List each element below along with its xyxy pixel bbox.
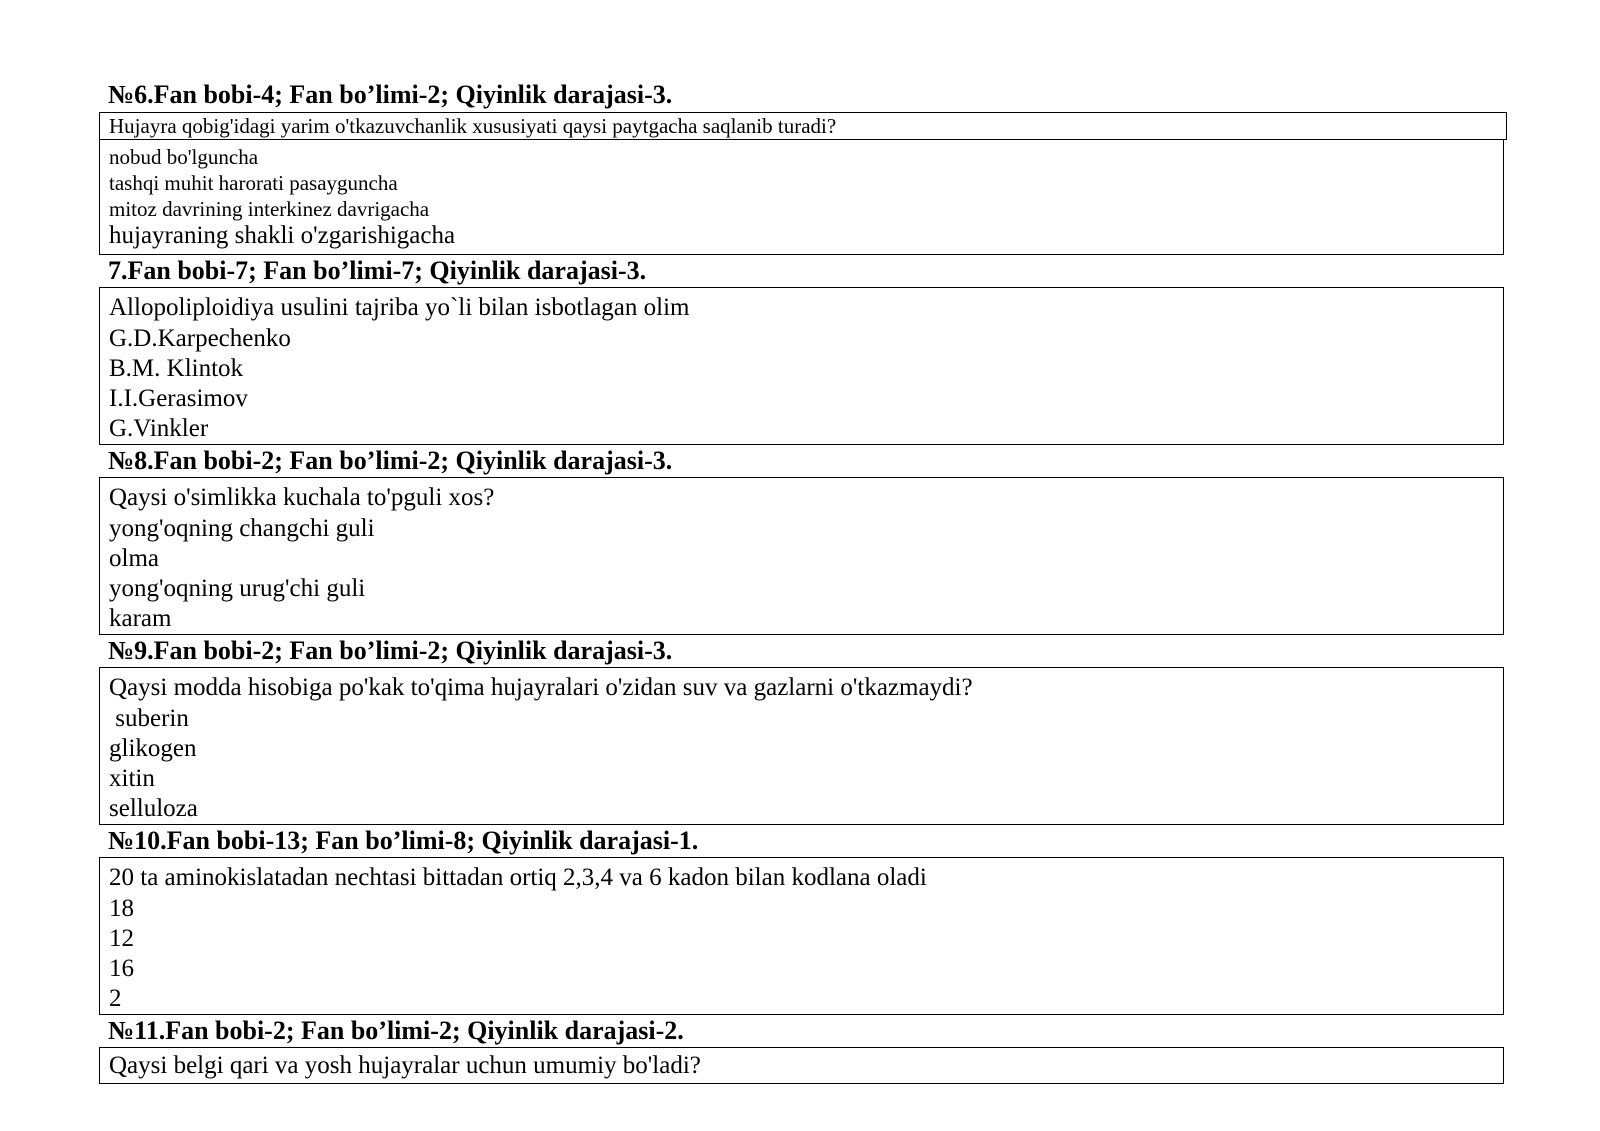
question-8-option-3: yong'oqning urug'chi guli [109,575,366,602]
question-10-box [99,857,1504,1015]
question-6-option-3: mitoz davrining interkinez davrigacha [109,197,430,221]
question-6-heading: №6.Fan bobi-4; Fan bo’limi-2; Qiyinlik darajasi-3. [108,80,673,109]
question-8-option-4: karam [109,605,172,632]
question-11-text: Qaysi belgi qari va yosh hujayralar uchun umumiy bo'ladi? [109,1052,701,1079]
question-8-option-1: yong'oqning changchi guli [109,515,375,542]
question-9-option-1: suberin [109,705,189,732]
question-7-option-1: G.D.Karpechenko [109,325,291,352]
question-10-option-1: 18 [109,895,134,922]
question-8-box [99,477,1504,635]
question-10-heading: №10.Fan bobi-13; Fan bo’limi-8; Qiyinlik darajasi-1. [108,826,699,855]
question-8-text: Qaysi o'simlikka kuchala to'pguli xos? [109,484,495,511]
question-10-option-3: 16 [109,955,134,982]
question-6-option-4: hujayraning shakli o'zgarishigacha [109,222,456,249]
question-7-option-2: B.M. Klintok [109,355,244,382]
question-7-text: Allopoliploidiya usulini tajriba yo`li bilan isbotlagan olim [109,294,690,321]
question-10-option-2: 12 [109,925,134,952]
question-6-text-box [99,112,1507,140]
question-10-option-4: 2 [109,985,122,1012]
question-9-heading: №9.Fan bobi-2; Fan bo’limi-2; Qiyinlik darajasi-3. [108,636,673,665]
question-9-option-3: xitin [109,765,155,792]
question-7-box [99,287,1504,445]
question-9-option-2: glikogen [109,735,197,762]
question-9-option-4: selluloza [109,795,198,822]
question-7-option-4: G.Vinkler [109,415,209,442]
question-8-heading: №8.Fan bobi-2; Fan bo’limi-2; Qiyinlik darajasi-3. [108,446,673,475]
question-7-heading: 7.Fan bobi-7; Fan bo’limi-7; Qiyinlik darajasi-3. [108,256,647,285]
question-9-box [99,667,1504,825]
question-9-text: Qaysi modda hisobiga po'kak to'qima hujayralari o'zidan suv va gazlarni o'tkazmaydi? [109,674,973,701]
question-6-text: Hujayra qobig'idagi yarim o'tkazuvchanlik xususiyati qaysi paytgacha saqlanib turadi? [109,114,837,138]
question-7-option-3: I.I.Gerasimov [109,385,248,412]
question-8-option-2: olma [109,545,159,572]
question-10-text: 20 ta aminokislatadan nechtasi bittadan ortiq 2,3,4 va 6 kadon bilan kodlana oladi [109,864,927,891]
question-11-box [99,1047,1504,1084]
question-6-option-2: tashqi muhit harorati pasayguncha [109,171,398,195]
question-6-option-1: nobud bo'lguncha [109,145,259,169]
question-6-options-box [99,139,1504,255]
question-11-heading: №11.Fan bobi-2; Fan bo’limi-2; Qiyinlik darajasi-2. [108,1016,684,1045]
